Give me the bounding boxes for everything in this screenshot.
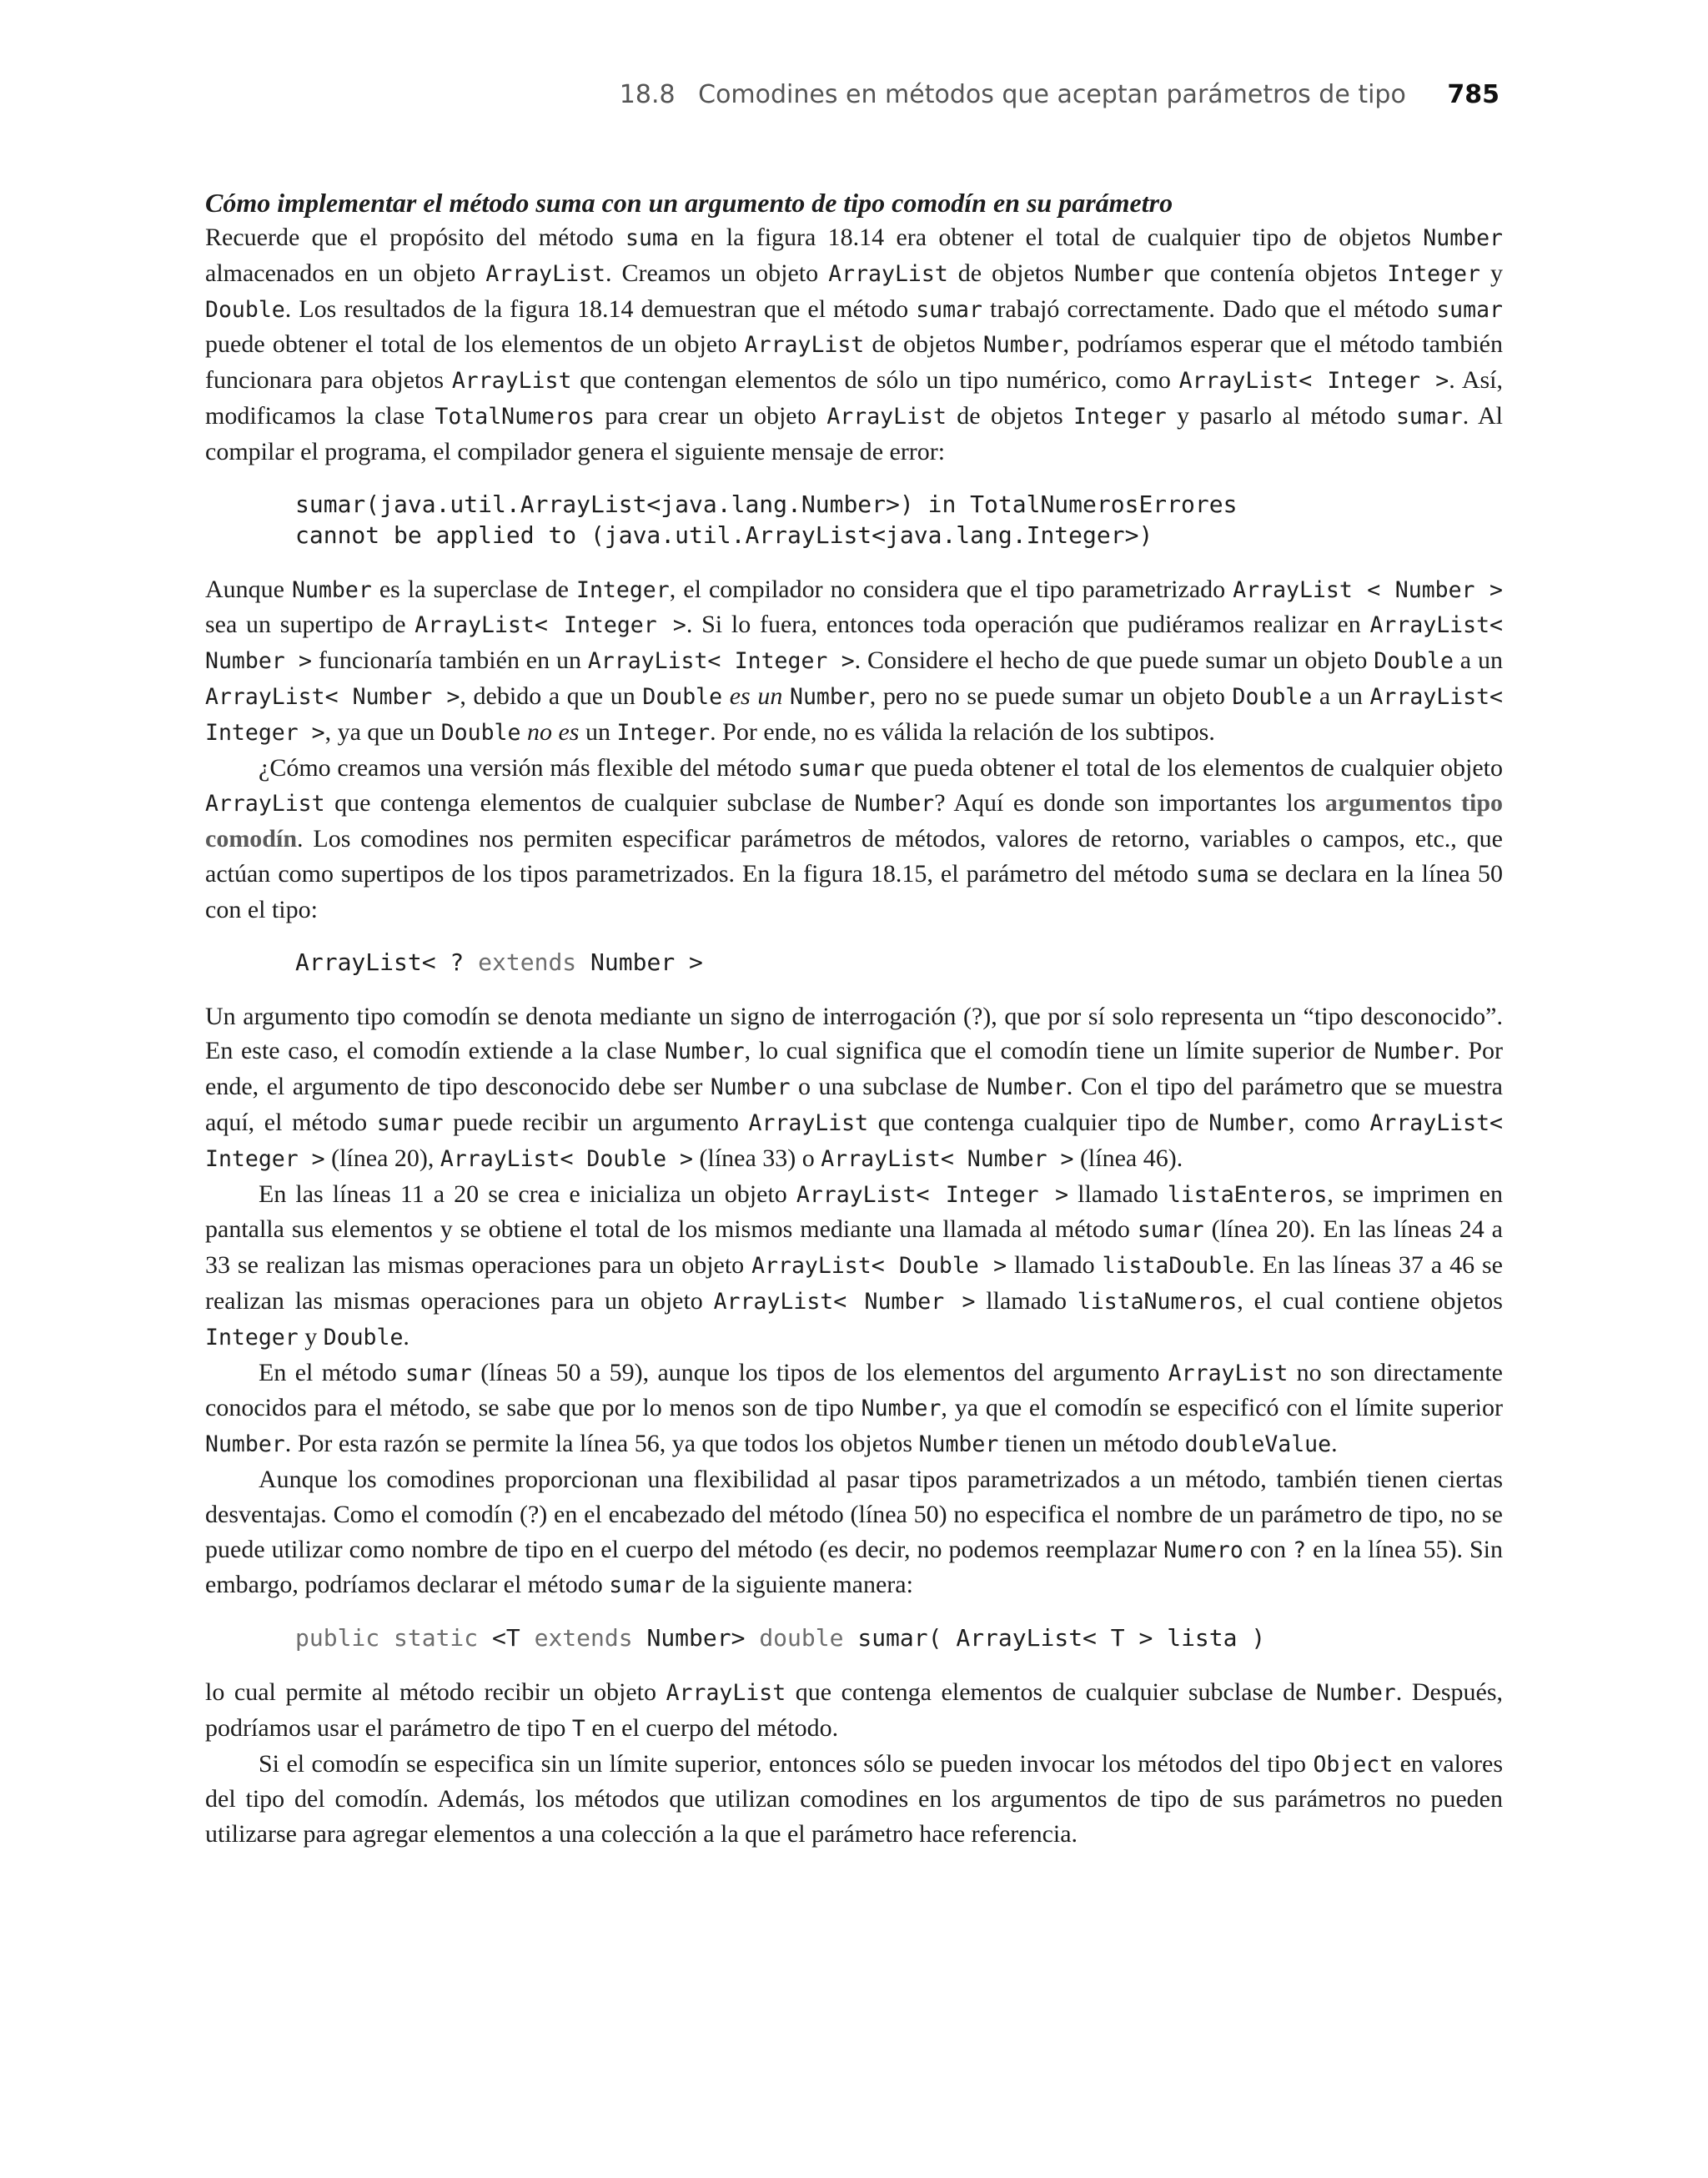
inline-code: sumar bbox=[1137, 1217, 1204, 1244]
text-run: se declara en la línea 50 con el tipo: bbox=[205, 859, 1504, 923]
paragraph bbox=[205, 1675, 1503, 1747]
inline-code: Number bbox=[1073, 260, 1154, 287]
inline-code: suma bbox=[1196, 861, 1249, 888]
text-run: que contenga cualquier tipo de bbox=[868, 1108, 1209, 1136]
text-run: en valores del tipo del comodín. Además, los métodos que utilizan comodines en los argumentos de tipo de sus parámetros no pueden utilizarse para agregar elementos a una colección a la que el parámetro hace referencia. bbox=[205, 1749, 1503, 1849]
inline-code: ArrayList bbox=[451, 368, 572, 395]
section-number: 18.8 bbox=[619, 80, 676, 109]
paragraph bbox=[205, 751, 1503, 928]
inline-code: Number bbox=[664, 1039, 745, 1065]
inline-code: ArrayList bbox=[828, 260, 948, 287]
text-run: , podríamos esperar que el método también funcionara para objetos bbox=[205, 330, 1504, 395]
inline-code: ArrayList< Integer > bbox=[587, 648, 855, 675]
code-text: <T bbox=[478, 1624, 535, 1652]
text-run: trabajó correctamente. Dado que el método bbox=[982, 294, 1437, 323]
text-run: un bbox=[579, 717, 617, 746]
inline-code: Number bbox=[1423, 225, 1504, 251]
inline-code: Number bbox=[790, 683, 870, 710]
code-text: sumar( ArrayList< T > lista ) bbox=[843, 1624, 1266, 1652]
paragraph bbox=[205, 1747, 1503, 1852]
text-run: de objetos bbox=[947, 259, 1074, 287]
inline-code: sumar bbox=[1436, 296, 1503, 323]
text-run: En el método bbox=[259, 1358, 406, 1386]
inline-code: Integer bbox=[616, 719, 711, 746]
code-listing bbox=[295, 1622, 1503, 1653]
inline-code: sumar bbox=[798, 755, 865, 782]
text-run: es la superclase de bbox=[371, 575, 576, 603]
paragraph bbox=[205, 1177, 1503, 1356]
text-flow bbox=[205, 220, 1503, 1852]
text-run: que contenga elementos de cualquier subclase de bbox=[786, 1678, 1317, 1707]
inline-code: Double bbox=[440, 719, 521, 746]
text-run: . bbox=[403, 1322, 409, 1351]
text-run bbox=[782, 682, 790, 710]
text-run: . En las líneas 37 a 46 se realizan las mismas operaciones para un objeto bbox=[205, 1251, 1504, 1315]
text-run: ? Aquí es donde son importantes los bbox=[934, 789, 1325, 817]
text-run: , pero no se puede sumar un objeto bbox=[869, 682, 1233, 710]
text-run: almacenados en un objeto bbox=[205, 259, 486, 287]
text-run: que contenía objetos bbox=[1153, 259, 1388, 287]
text-run: (líneas 50 a 59), aunque los tipos de los elementos del argumento bbox=[471, 1358, 1168, 1386]
code-keyword: extends bbox=[534, 1624, 633, 1652]
inline-code: Double bbox=[1374, 648, 1454, 675]
inline-code: sumar bbox=[376, 1109, 444, 1136]
text-run: llamado bbox=[975, 1286, 1078, 1315]
code-text: cannot be applied to (java.util.ArrayList<java.lang.Integer>) bbox=[295, 521, 1153, 549]
text-run: a un bbox=[1453, 646, 1503, 675]
inline-code: Number bbox=[987, 1074, 1067, 1101]
inline-code: Integer bbox=[1387, 260, 1480, 287]
inline-code: Double bbox=[642, 683, 723, 710]
italic-text: es un bbox=[729, 682, 783, 710]
code-text: ArrayList< ? bbox=[295, 948, 479, 976]
subheading: Cómo implementar el método suma con un argumento de tipo comodín en su parámetro bbox=[205, 188, 1173, 218]
italic-text: no es bbox=[526, 717, 580, 746]
inline-code: Number bbox=[854, 791, 935, 817]
inline-code: Number bbox=[861, 1396, 942, 1422]
text-run: ¿Cómo creamos una versión más flexible del método bbox=[259, 753, 798, 782]
text-run: , ya que el comodín se especificó con el límite superior bbox=[941, 1394, 1503, 1422]
section-title: Comodines en métodos que aceptan parámetros de tipo bbox=[698, 80, 1406, 109]
inline-code: sumar bbox=[916, 296, 982, 323]
inline-code: Number bbox=[205, 1431, 285, 1458]
inline-code: ArrayList< Integer > bbox=[205, 1109, 1503, 1172]
code-text: Number> bbox=[632, 1624, 760, 1652]
paragraph bbox=[205, 1356, 1503, 1462]
code-listing bbox=[295, 947, 1503, 978]
inline-code: ArrayList bbox=[826, 403, 947, 430]
text-run: Recuerde que el propósito del método bbox=[205, 224, 626, 251]
text-run: , debido a que un bbox=[460, 682, 643, 710]
paragraph bbox=[205, 572, 1503, 751]
text-run: , se imprimen en pantalla sus elementos y se obtiene el total de los mismos mediante una llamada al método bbox=[205, 1180, 1503, 1244]
text-run: funcionaría también en un bbox=[312, 646, 588, 675]
inline-code: Number bbox=[918, 1431, 999, 1458]
text-run: y bbox=[1479, 259, 1503, 287]
inline-code: ArrayList< Double > bbox=[751, 1253, 1007, 1280]
inline-code: Object bbox=[1313, 1751, 1394, 1778]
text-run: , lo cual significa que el comodín tiene un límite superior de bbox=[744, 1037, 1374, 1065]
text-run: , como bbox=[1288, 1108, 1370, 1136]
text-run: o una subclase de bbox=[790, 1073, 987, 1101]
inline-code: ? bbox=[1293, 1537, 1307, 1563]
inline-code: TotalNumeros bbox=[435, 403, 595, 430]
text-run: , el cual contiene objetos bbox=[1237, 1286, 1503, 1315]
text-run: . Si lo fuera, entonces toda operación que pudiéramos realizar en bbox=[686, 611, 1370, 639]
code-text: Number > bbox=[576, 948, 703, 976]
inline-code: Number bbox=[1208, 1109, 1289, 1136]
inline-code: T bbox=[571, 1715, 585, 1742]
text-run: . Después, podríamos usar el parámetro de tipo bbox=[205, 1678, 1503, 1742]
inline-code: Double bbox=[205, 296, 285, 323]
text-run: y pasarlo al método bbox=[1166, 401, 1396, 430]
code-line bbox=[295, 520, 1503, 551]
inline-code: listaDouble bbox=[1102, 1253, 1249, 1280]
code-listing bbox=[295, 489, 1503, 551]
inline-code: ArrayList bbox=[666, 1680, 786, 1707]
text-run: en la línea 55). Sin embargo, podríamos declarar el método bbox=[205, 1535, 1503, 1599]
page-number: 785 bbox=[1447, 80, 1500, 109]
inline-code: ArrayList< Double > bbox=[440, 1145, 694, 1172]
text-run: (línea 46). bbox=[1073, 1144, 1183, 1172]
text-run: Un argumento tipo comodín se denota mediante un signo de interrogación (?), que por sí solo representa un “tipo desconocido”. En este caso, el comodín extiende a la clase bbox=[205, 1002, 1503, 1065]
text-run: en la figura 18.14 era obtener el total de cualquier tipo de objetos bbox=[678, 224, 1424, 251]
inline-code: ArrayList bbox=[1168, 1360, 1289, 1386]
inline-code: ArrayList< Integer > bbox=[796, 1181, 1069, 1208]
paragraph bbox=[205, 1462, 1503, 1603]
inline-code: Double bbox=[1232, 683, 1313, 710]
inline-code: Number bbox=[710, 1074, 791, 1101]
text-run: . Creamos un objeto bbox=[605, 259, 829, 287]
inline-code: Number bbox=[1374, 1039, 1454, 1065]
text-run: no son directamente conocidos para el método, se sabe que por lo menos son de tipo bbox=[205, 1358, 1503, 1422]
paragraph bbox=[205, 220, 1503, 470]
inline-code: Number bbox=[292, 576, 372, 603]
text-run: que contengan elementos de sólo un tipo numérico, como bbox=[571, 366, 1179, 395]
inline-code: doubleValue bbox=[1184, 1431, 1332, 1458]
text-run: . Así, modificamos la clase bbox=[205, 366, 1503, 430]
text-run: . Por ende, el argumento de tipo desconocido debe ser bbox=[205, 1037, 1504, 1101]
text-run bbox=[520, 718, 527, 746]
text-run: (línea 20), bbox=[324, 1144, 440, 1172]
inline-code: ArrayList< Integer > bbox=[414, 612, 686, 639]
code-keyword: double bbox=[759, 1624, 844, 1652]
inline-code: listaNumeros bbox=[1077, 1288, 1238, 1315]
text-run: . Por ende, no es válida la relación de los subtipos. bbox=[710, 717, 1215, 746]
inline-code: Integer bbox=[1073, 403, 1167, 430]
inline-code: ArrayList< Number > bbox=[205, 612, 1503, 675]
code-text: sumar(java.util.ArrayList<java.lang.Number>) in TotalNumerosErrores bbox=[295, 490, 1238, 518]
text-run: . Al compilar el programa, el compilador genera el siguiente mensaje de error: bbox=[205, 401, 1503, 465]
text-run: Aunque bbox=[205, 575, 293, 603]
text-run: de objetos bbox=[864, 330, 983, 359]
inline-code: listaEnteros bbox=[1167, 1181, 1328, 1208]
text-run: en el cuerpo del método. bbox=[585, 1713, 839, 1742]
text-run bbox=[722, 682, 730, 710]
text-run: de objetos bbox=[946, 401, 1074, 430]
text-run: En las líneas 11 a 20 se crea e inicializa un objeto bbox=[259, 1180, 796, 1208]
text-run: Aunque los comodines proporcionan una flexibilidad al pasar tipos parametrizados a un método, también tienen ciertas desventajas. Como el comodín (?) en el encabezado del método (línea 50) no especifica el nombre de un parámetro de tipo, no se puede utilizar como nombre de tipo en el cuerpo del método (es decir, no podemos reemplazar bbox=[205, 1465, 1503, 1563]
text-run: de la siguiente manera: bbox=[676, 1571, 913, 1599]
text-run: puede recibir un argumento bbox=[443, 1108, 749, 1136]
code-line bbox=[295, 489, 1503, 520]
code-keyword: public static bbox=[295, 1624, 479, 1652]
text-run: y bbox=[298, 1322, 324, 1351]
inline-code: sumar bbox=[405, 1360, 472, 1386]
inline-code: ArrayList< Integer > bbox=[205, 683, 1504, 746]
text-run: . Con el tipo del parámetro que se muestra aquí, el método bbox=[205, 1073, 1503, 1136]
text-run: a un bbox=[1312, 682, 1370, 710]
text-run: sea un supertipo de bbox=[205, 611, 415, 639]
inline-code: ArrayList < Number > bbox=[1233, 576, 1503, 603]
inline-code: Double bbox=[323, 1324, 404, 1351]
text-run: que contenga elementos de cualquier subclase de bbox=[324, 789, 855, 817]
text-run: llamado bbox=[1068, 1180, 1168, 1208]
code-line bbox=[295, 947, 1503, 978]
text-run: puede obtener el total de los elementos de un objeto bbox=[205, 330, 745, 359]
inline-code: ArrayList bbox=[748, 1109, 869, 1136]
text-run: . bbox=[1331, 1430, 1338, 1458]
text-run: Si el comodín se especifica sin un límite superior, entonces sólo se pueden invocar los métodos del tipo bbox=[259, 1749, 1314, 1778]
text-run: , el compilador no considera que el tipo parametrizado bbox=[669, 575, 1233, 603]
inline-code: ArrayList< Integer > bbox=[1178, 368, 1449, 395]
text-run: lo cual permite al método recibir un objeto bbox=[205, 1678, 666, 1707]
text-run: . Por esta razón se permite la línea 56, ya que todos los objetos bbox=[284, 1430, 919, 1458]
code-line bbox=[295, 1622, 1503, 1653]
text-run: . Los resultados de la figura 18.14 demuestran que el método bbox=[284, 294, 917, 323]
text-run: que pueda obtener el total de los elementos de cualquier objeto bbox=[864, 753, 1503, 782]
inline-code: ArrayList< Number > bbox=[713, 1288, 976, 1315]
text-run: , ya que un bbox=[324, 717, 441, 746]
running-header bbox=[620, 80, 1500, 109]
inline-code: Integer bbox=[205, 1324, 299, 1351]
inline-code: sumar bbox=[1395, 403, 1463, 430]
text-run: para crear un objeto bbox=[594, 401, 827, 430]
inline-code: ArrayList bbox=[205, 791, 325, 817]
paragraph bbox=[205, 999, 1503, 1177]
inline-code: sumar bbox=[609, 1572, 676, 1599]
inline-code: ArrayList bbox=[744, 332, 865, 359]
inline-code: Number bbox=[1316, 1680, 1396, 1707]
inline-code: ArrayList< Number > bbox=[205, 683, 460, 710]
inline-code: ArrayList< Number > bbox=[821, 1145, 1074, 1172]
inline-code: suma bbox=[625, 225, 679, 251]
key-term: argumentos tipo comodín bbox=[205, 789, 1503, 853]
inline-code: Integer bbox=[576, 576, 670, 603]
inline-code: Numero bbox=[1163, 1537, 1243, 1563]
text-run: (línea 33) o bbox=[693, 1144, 821, 1172]
inline-code: ArrayList bbox=[485, 260, 605, 287]
code-keyword: extends bbox=[478, 948, 577, 976]
text-run: tienen un método bbox=[998, 1430, 1185, 1458]
text-run: con bbox=[1243, 1535, 1294, 1563]
body-text bbox=[205, 185, 1503, 1852]
text-run: (línea 20). En las líneas 24 a 33 se realizan las mismas operaciones para un objeto bbox=[205, 1215, 1503, 1280]
text-run: llamado bbox=[1007, 1251, 1103, 1280]
text-run: . Los comodines nos permiten especificar parámetros de métodos, valores de retorno, variables o campos, etc., que actúan como supertipos de los tipos parametrizados. En la figura 18.15, el parámetro del método bbox=[205, 825, 1503, 888]
inline-code: Number bbox=[982, 332, 1063, 359]
text-run: . Considere el hecho de que puede sumar un objeto bbox=[854, 646, 1374, 675]
